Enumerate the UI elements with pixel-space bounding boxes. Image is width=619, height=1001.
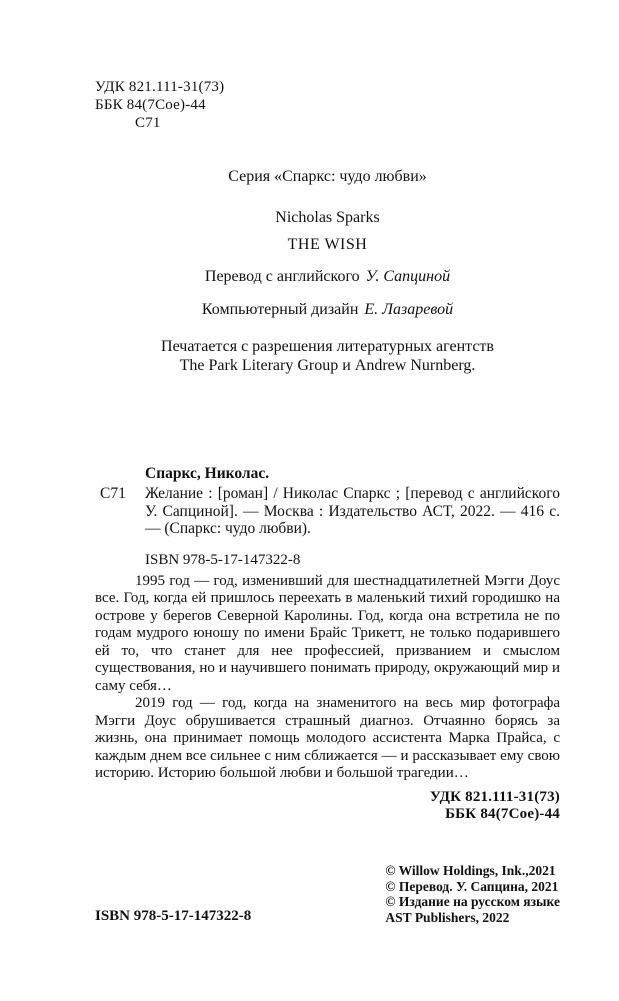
copyright-line-3: © Издание на русском языке [385,894,560,909]
catalog-author-heading: Спаркс, Николас. [145,465,270,482]
translation-label: Перевод с английского [204,268,360,285]
translator-name: У. Сапциной [365,268,451,285]
permission-line-2: The Park Literary Group и Andrew Nurnberg. [179,357,476,374]
copyright-line-2: © Перевод. У. Сапцина, 2021 [385,878,559,894]
design-credit [95,301,560,319]
translation-credit [95,268,560,286]
book-title: THE WISH [287,236,368,253]
top-bibliographic-codes [95,78,560,132]
bottom-bibliographic-codes [95,789,560,824]
catalog-entry-text: Желание : [роман] / Николас Спаркс ; [перевод с английского У. Сапциной]. — Москва : Издательство АСТ, 2022. — 416 с. — (Спаркс: чудо любви). [145,485,560,537]
bbk-code-bottom: ББК 84(7Сое)-44 [445,806,560,822]
copyright-line-4: AST Publishers, 2022 [385,909,510,925]
design-label: Компьютерный дизайн [201,301,359,318]
copyright-block [385,863,560,925]
annotation-paragraph-1: 1995 год — год, изменивший для шестнадцатилетней Мэгги Доус все. Год, когда ей пришлось переехать в маленький тихий городишко на острове у берегов Северной Каролины. Год, когда она встретила не по годам мудрого юношу по имени Брайс Трикетт, не только подарившего ей то, что станет для нее профессией, призванием и смыслом существования, но и научившего понимать природу, окружающий мир и саму себя… [95,572,560,694]
isbn-catalog: ISBN 978-5-17-147322-8 [145,551,301,568]
page-footer [95,863,560,925]
author-sign-code-catalog: С71 [100,485,126,502]
bbk-code-top: ББК 84(7Сое)-44 [95,97,206,113]
designer-name: Е. Лазаревой [364,301,454,318]
udk-code-bottom: УДК 821.111-31(73) [429,788,560,805]
annotation-paragraph-2: 2019 год — год, когда на знаменитого на весь мир фотографа Мэгги Доус обрушивается страшный диагноз. Отчаянно борясь за жизнь, она принимает помощь молодого ассистента Марка Прайса, с каждым днем все сильнее с ним сближается — и рассказывает ему свою историю. Историю большой любви и большой трагедии… [95,695,560,781]
permission-line-1: Печатается с разрешения литературных агентств [161,338,494,355]
annotation-block [95,573,560,783]
permission-notice [95,337,560,375]
author-name: Nicholas Sparks [275,209,380,226]
author-sign-code-top: С71 [135,115,161,131]
catalog-entry [100,485,560,538]
isbn-footer: ISBN 978-5-17-147322-8 [95,908,252,924]
udk-code-top: УДК 821.111-31(73) [95,79,225,95]
title-block [95,168,560,375]
series-title: Серия «Спаркс: чудо любви» [228,168,427,185]
copyright-line-1: © Willow Holdings, Ink.,2021 [385,863,556,878]
